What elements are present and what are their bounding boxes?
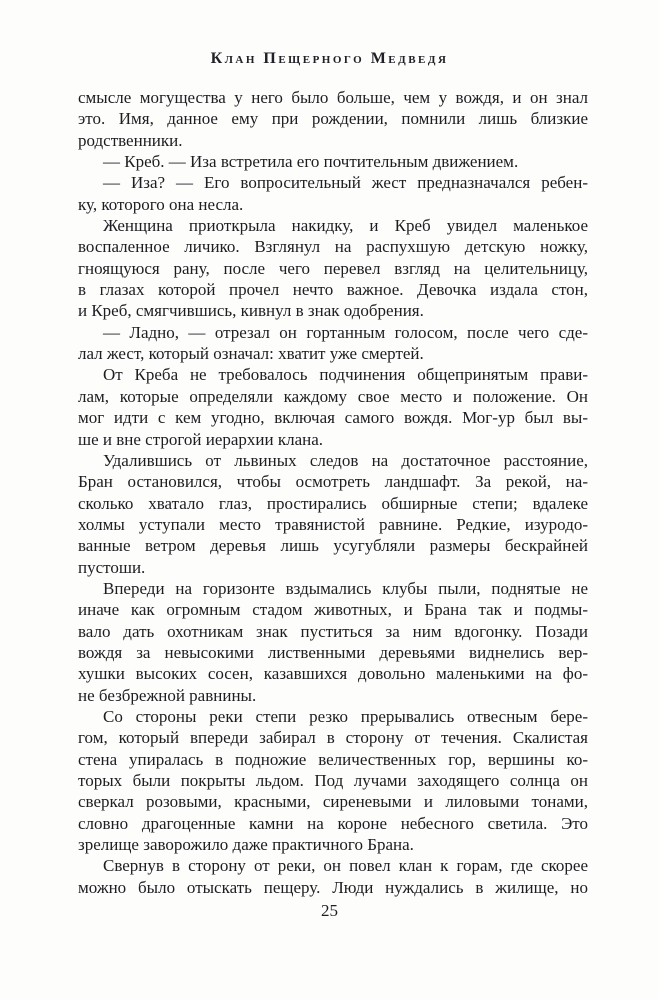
text-line: словно драгоценные камни на короне небесного светила. Это <box>78 813 588 833</box>
text-line: Бран остановился, чтобы осмотреть ландшафт. За рекой, на- <box>78 472 588 492</box>
paragraph <box>78 578 588 706</box>
text-line: Со стороны реки степи резко прерывались отвесным бере- <box>103 706 588 726</box>
text-line: мог идти с кем угодно, включая самого вождя. Мог-ур был вы- <box>78 408 588 428</box>
text-line: стена упиралась в подножие величественных гор, вершины ко- <box>78 749 588 769</box>
text-line: вождя за невысокими лиственными деревьями виднелись вер- <box>78 642 588 662</box>
text-line: гом, который впереди забирал в сторону от течения. Скалистая <box>78 728 588 748</box>
paragraph <box>78 151 588 172</box>
text-line: гноящуюся рану, после чего перевел взгляд на целительницу, <box>78 258 588 278</box>
text-line: Свернув в сторону от реки, он повел клан к горам, где скорее <box>103 856 588 876</box>
page-body <box>78 87 588 898</box>
running-header: Клан Пещерного Медведя <box>210 50 449 67</box>
paragraph <box>78 172 588 215</box>
text-line: Впереди на горизонте вздымались клубы пыли, поднятые не <box>103 578 588 598</box>
text-line: в глазах которой прочел нечто важное. Девочка издала стон, <box>78 280 588 300</box>
text-line: торых были покрыты льдом. Под лучами заходящего солнца он <box>78 771 588 790</box>
text-line: — Ладно, — отрезал он гортанным голосом, после чего сде- <box>103 322 588 342</box>
text-line: пустоши. <box>78 557 146 577</box>
text-line: лал жест, который означал: хватит уже смертей. <box>78 344 424 364</box>
text-line: смысле могущества у него было больше, чем у вождя, и он знал <box>78 88 588 107</box>
text-line: сверкал розовыми, красными, сиреневыми и лиловыми тонами, <box>78 792 588 812</box>
text-line: хушки высоких сосен, казавшихся довольно маленькими на фо- <box>78 664 588 684</box>
paragraph <box>78 322 588 365</box>
text-line: вало дать охотникам знак пуститься за ним вдогонку. Позади <box>78 621 588 641</box>
text-line: Удалившись от львиных следов на достаточное расстояние, <box>103 450 588 470</box>
text-line: воспаленное личико. Взглянул на распухшую детскую ножку, <box>78 237 588 257</box>
text-line: и Креб, смягчившись, кивнул в знак одобрения. <box>78 301 424 321</box>
text-line: можно было отыскать пещеру. Люди нуждались в жилище, но <box>78 877 588 897</box>
text-line: ку, которого она несла. <box>78 194 244 214</box>
text-line: Женщина приоткрыла накидку, и Креб увидел маленькое <box>103 216 588 236</box>
text-line: сколько хватало глаз, простирались обширные степи; вдалеке <box>78 493 588 513</box>
paragraph <box>78 706 588 855</box>
text-line: не безбрежной равнины. <box>78 685 257 705</box>
paragraph <box>78 87 588 151</box>
text-line: иначе как огромным стадом животных, и Брана так и подмы- <box>78 600 588 620</box>
text-line: родственники. <box>78 130 183 150</box>
text-line: ше и вне строгой иерархии клана. <box>78 429 324 449</box>
text-line: зрелище заворожило даже практичного Брана. <box>78 835 414 855</box>
text-line: — Иза? — Его вопросительный жест предназначался ребен- <box>103 173 588 193</box>
text-line: ванные ветром деревья лишь усугубляли размеры бескрайней <box>78 536 588 556</box>
text-line: лам, которые определяли каждому свое место и положение. Он <box>78 386 588 406</box>
text-line: это. Имя, данное ему при рождении, помнили лишь близкие <box>78 109 588 129</box>
page-number: 25 <box>321 901 338 920</box>
text-line: От Креба не требовалось подчинения общепринятым прави- <box>103 365 588 385</box>
paragraph <box>78 215 588 322</box>
paragraph <box>78 364 588 449</box>
text-line: холмы уступали место травянистой равнине. Редкие, изуродо- <box>78 514 588 534</box>
text-line: — Креб. — Иза встретила его почтительным движением. <box>103 152 519 172</box>
paragraph <box>78 450 588 578</box>
paragraph <box>78 855 588 898</box>
